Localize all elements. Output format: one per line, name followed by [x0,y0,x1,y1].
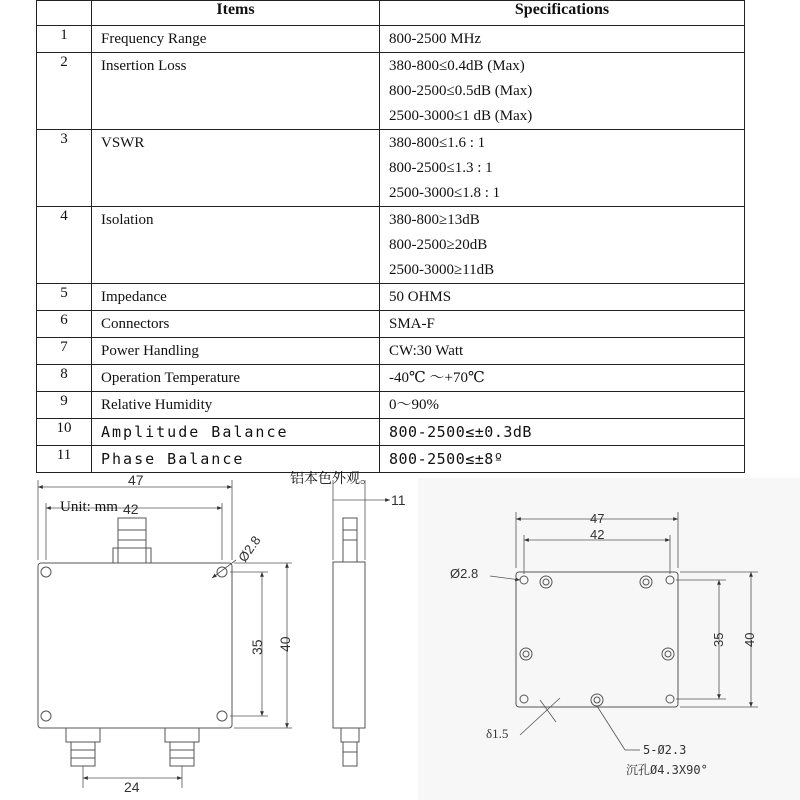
spec-value: 50 OHMS [389,289,452,305]
side-view [333,480,390,766]
side-outline [333,562,365,728]
countersink-note: 沉孔Ø4.3X90° [626,763,708,777]
spec-value: SMA-F [389,316,435,332]
left-dim-47: 47 [128,472,144,488]
item-label: Operation Temperature [101,370,241,386]
item-label: Amplitude Balance [101,423,289,441]
bottom-connector-left [66,728,100,742]
item-label: Phase Balance [101,450,245,468]
mount-hole [41,567,51,577]
item-label: Isolation [101,212,154,228]
spec-value: 380-800≤1.6 : 1 [389,135,486,151]
left-dim-35: 35 [249,639,265,655]
item-label: Insertion Loss [101,58,187,74]
row-number: 1 [37,26,92,53]
spec-value: 800-2500≤1.3 : 1 [389,160,493,176]
finish-caption: 铝本色外观。 [290,472,374,487]
row-number: 3 [37,130,92,207]
item-label: Relative Humidity [101,397,213,413]
header-specifications: Specifications [380,1,745,26]
right-dim-40: 40 [742,632,757,647]
mount-hole [217,567,227,577]
spec-value: 800-2500≤±0.3dB [389,423,532,441]
spec-value: 380-800≥13dB [389,212,480,228]
housing-outline [38,563,232,728]
right-dim-42: 42 [590,527,605,542]
left-dim-24: 24 [124,779,140,795]
item-label: Connectors [101,316,170,332]
right-dim-35: 35 [711,632,726,647]
spec-value: 800-2500≤0.5dB (Max) [389,83,533,99]
unit-label: Unit: mm [60,499,118,515]
side-dim-11: 11 [391,492,406,508]
row-number: 9 [37,392,92,419]
front-view [38,480,292,788]
right-dim-47: 47 [590,511,605,526]
item-label: Impedance [101,289,167,305]
item-label: Power Handling [101,343,199,359]
mount-hole [217,711,227,721]
row-number: 4 [37,207,92,284]
right-dim-corner: δ1.5 [486,726,509,741]
left-dim-hole: Ø2.8 [235,533,264,565]
row-number: 5 [37,284,92,311]
bottom-connector-right [165,728,199,742]
left-dim-42: 42 [123,501,139,517]
row-number: 8 [37,365,92,392]
spec-value: 380-800≤0.4dB (Max) [389,58,525,74]
row-number: 10 [37,419,92,446]
item-label: VSWR [101,135,145,151]
spec-value: 2500-3000≤1.8 : 1 [389,185,501,201]
row-number: 6 [37,311,92,338]
mount-hole [41,711,51,721]
spec-value: CW:30 Watt [389,343,464,359]
spec-value: 800-2500 MHz [389,31,482,47]
spec-value: 2500-3000≤1 dB (Max) [389,108,533,124]
item-label: Frequency Range [101,31,207,47]
right-dim-hole: Ø2.8 [450,566,479,581]
hole-note: 5-Ø2.3 [643,743,687,757]
row-number: 7 [37,338,92,365]
header-items: Items [92,1,380,26]
row-number: 11 [37,446,92,473]
spec-value: 2500-3000≥11dB [389,262,495,278]
row-number: 2 [37,53,92,130]
spec-value: 800-2500≥20dB [389,237,488,253]
spec-value: 800-2500≤±8º [389,450,504,468]
spec-value: 0～90% [389,397,439,413]
spec-value: -40℃ ～+70℃ [389,370,485,386]
left-dim-40: 40 [277,636,293,652]
